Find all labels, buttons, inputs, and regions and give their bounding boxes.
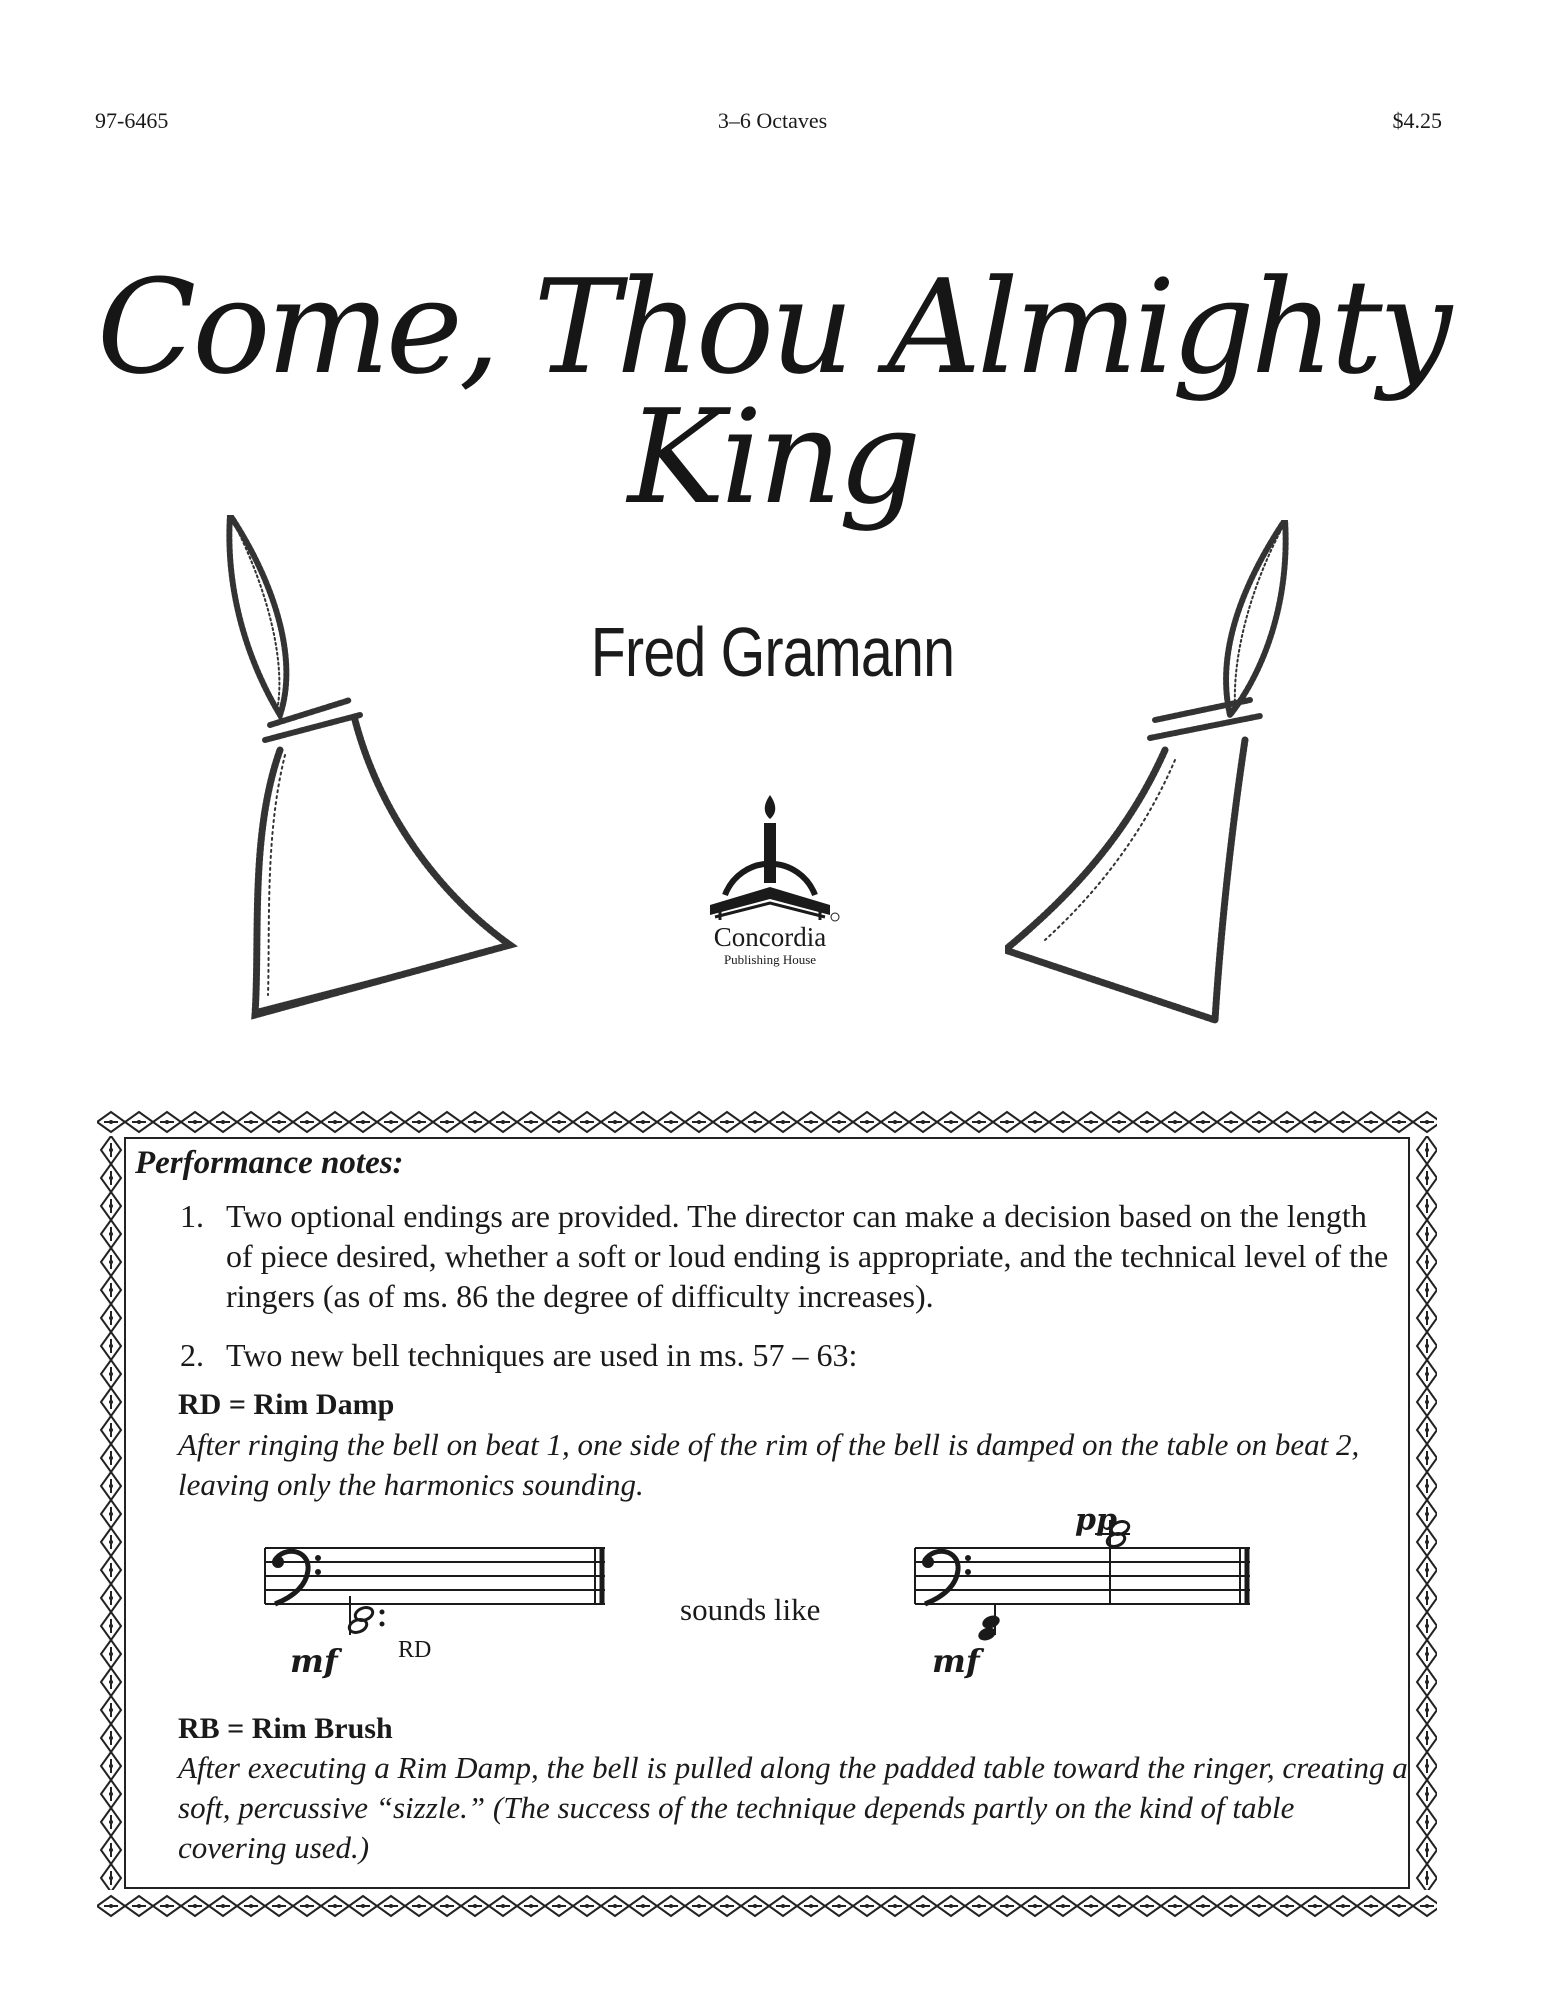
bass-clef-icon: [922, 1551, 971, 1604]
note-number: 1.: [180, 1198, 204, 1234]
sounds-like-label: sounds like: [680, 1592, 821, 1627]
handbell-left-icon: [210, 515, 530, 1035]
publisher-subtitle: Publishing House: [723, 952, 817, 967]
note-number: 2.: [180, 1337, 204, 1373]
octave-range: 3–6 Octaves: [717, 108, 828, 133]
note-text: Two new bell techniques are used in ms. 57 – 63:: [226, 1337, 858, 1373]
rim-damp-heading: RD = Rim Damp: [178, 1388, 395, 1421]
composer-name: Fred Gramann: [590, 613, 955, 691]
note-text: Two optional endings are provided. The director can make a decision based on the length of piece desired, whether a soft or loud ending is appropriate, and the technical level of the ringers (as of ms. 86 the degree of difficulty increases).: [226, 1198, 1389, 1314]
rim-brush-heading: RB = Rim Brush: [178, 1712, 393, 1745]
note-item-2: [180, 1335, 1410, 1377]
publisher-name: Concordia: [713, 922, 827, 952]
rim-damp-description: After ringing the bell on beat 1, one side of the rim of the bell is damped on the table on beat 2, leaving only the harmonics sounding.: [178, 1427, 1360, 1502]
bass-clef-icon: [272, 1551, 321, 1604]
handbell-right-icon: [1005, 520, 1325, 1040]
note-head: [347, 1605, 374, 1634]
note-item-1: [180, 1196, 1410, 1326]
dynamic-marking: mf: [932, 1642, 980, 1680]
catalog-number: 97-6465: [95, 108, 169, 133]
note-head: [976, 1613, 1001, 1642]
rim-damp-marking: RD: [398, 1637, 432, 1663]
staff-left: [265, 1548, 605, 1635]
dynamic-marking: mf: [290, 1642, 338, 1680]
performance-notes-heading: Performance notes:: [135, 1145, 404, 1181]
dynamic-marking: pp: [1075, 1502, 1117, 1538]
piece-title: Come, Thou Almighty King: [96, 251, 1449, 533]
price: $4.25: [1392, 108, 1442, 133]
rim-brush-description: After executing a Rim Damp, the bell is pulled along the padded table toward the ringer, creating a soft, percussive “sizzle.” (The success of the technique depends partly on the kind of table covering used.): [178, 1750, 1408, 1865]
